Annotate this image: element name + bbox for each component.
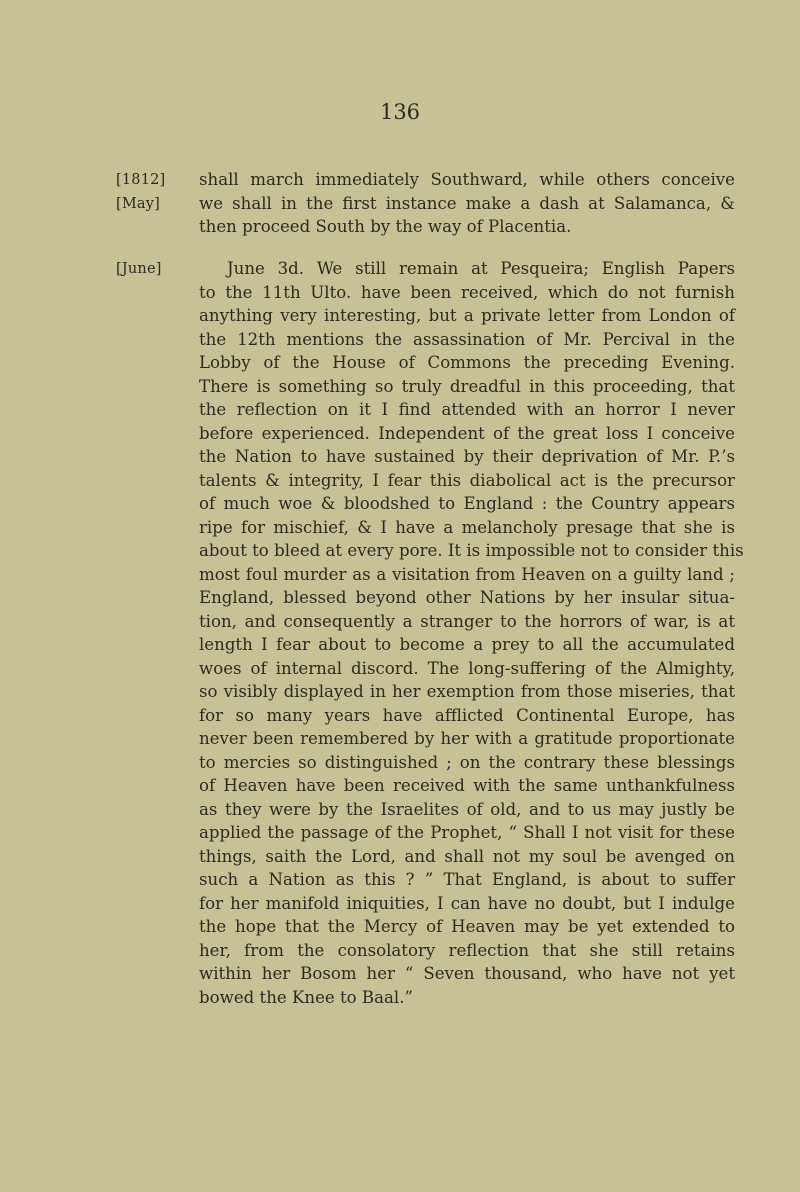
paragraph-continuation xyxy=(199,168,735,239)
paragraph-june-entry xyxy=(199,257,744,1009)
text-line: within her Bosom her “ Seven thousand, who have not yet xyxy=(199,964,735,983)
text-line: of much woe & bloodshed to England : the Country appears xyxy=(199,494,735,513)
text-line: about to bleed at every pore. It is impossible not to consider this xyxy=(199,541,744,560)
text-line: her, from the consolatory reflection that she still retains xyxy=(199,940,735,960)
text-line: most foul murder as a visitation from Heaven on a guilty land ; xyxy=(199,564,735,584)
text-line: the 12th mentions the assassination of Mr. Percival in the xyxy=(199,329,735,349)
text-line: length I fear about to become a prey to all the accumulated xyxy=(199,635,735,654)
text-line: then proceed South by the way of Placentia. xyxy=(199,217,572,236)
text-line: so visibly displayed in her exemption from those miseries, that xyxy=(199,682,735,701)
text-line: ripe for mischief, & I have a melancholy presage that she is xyxy=(199,517,735,537)
text-line: before experienced. Independent of the great loss I conceive xyxy=(199,423,735,443)
margin-note-may: [May] xyxy=(116,196,160,212)
text-line: of Heaven have been received with the same unthankfulness xyxy=(199,776,735,795)
text-line: shall march immediately Southward, while others conceive xyxy=(199,170,735,189)
text-line: tion, and consequently a stranger to the horrors of war, is at xyxy=(199,611,735,631)
text-line: talents & integrity, I fear this diabolical act is the precursor xyxy=(199,470,735,490)
text-line: for her manifold iniquities, I can have no doubt, but I indulge xyxy=(199,893,735,913)
text-line: as they were by the Israelites of old, and to us may justly be xyxy=(199,799,735,819)
text-line: woes of internal discord. The long-suffering of the Almighty, xyxy=(199,658,735,678)
text-line: to mercies so distinguished ; on the contrary these blessings xyxy=(199,752,735,772)
text-line: such a Nation as this ? ” That England, is about to suffer xyxy=(199,870,735,889)
text-line: never been remembered by her with a gratitude proportionate xyxy=(199,729,735,748)
margin-note-year: [1812] xyxy=(116,172,166,188)
margin-note-june: [June] xyxy=(116,261,162,277)
text-line: England, blessed beyond other Nations by her insular situa- xyxy=(199,588,735,607)
text-line: to the 11th Ulto. have been received, which do not furnish xyxy=(199,282,735,302)
text-line: June 3d. We still remain at Pesqueira; English Papers xyxy=(227,259,735,278)
text-line: There is something so truly dreadful in this proceeding, that xyxy=(199,376,735,396)
text-line: for so many years have afflicted Continental Europe, has xyxy=(199,705,735,725)
text-line: bowed the Knee to Baal.” xyxy=(199,987,413,1007)
text-line: the hope that the Mercy of Heaven may be yet extended to xyxy=(199,917,735,936)
text-line: things, saith the Lord, and shall not my soul be avenged on xyxy=(199,846,735,866)
text-line: applied the passage of the Prophet, “ Shall I not visit for these xyxy=(199,823,735,842)
text-line: we shall in the first instance make a dash at Salamanca, & xyxy=(199,193,735,213)
text-line: anything very interesting, but a private letter from London of xyxy=(199,306,735,325)
page-number: 136 xyxy=(379,100,421,124)
text-line: Lobby of the House of Commons the preceding Evening. xyxy=(199,353,735,372)
text-line: the reflection on it I find attended with an horror I never xyxy=(199,400,735,419)
text-line: the Nation to have sustained by their deprivation of Mr. P.’s xyxy=(199,447,735,466)
